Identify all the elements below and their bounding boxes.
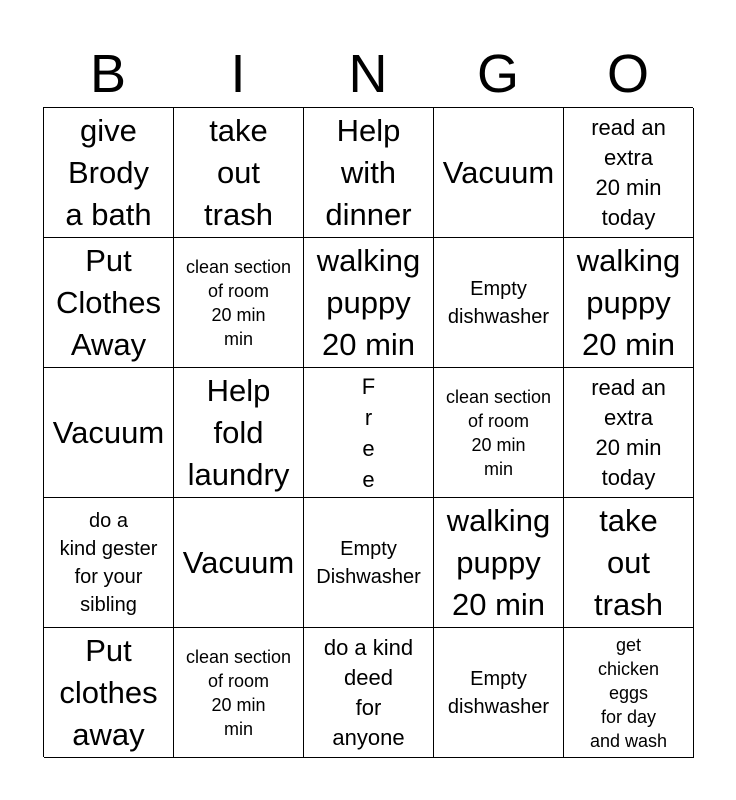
header-letter-o: O bbox=[606, 44, 649, 104]
header-letter-g: G bbox=[476, 44, 519, 104]
bingo-cell-r5c4: Empty dishwasher bbox=[434, 628, 564, 758]
bingo-cell-r1c5: read an extra 20 min today bbox=[564, 108, 694, 238]
bingo-cell-free: F r e e bbox=[304, 368, 434, 498]
bingo-cell-r3c1: Vacuum bbox=[44, 368, 174, 498]
header-letter-i: I bbox=[230, 44, 246, 104]
bingo-cell-r1c2: take out trash bbox=[174, 108, 304, 238]
bingo-cell-r2c3: walking puppy 20 min bbox=[304, 238, 434, 368]
bingo-cell-r5c5: get chicken eggs for day and wash bbox=[564, 628, 694, 758]
header-letter-b: B bbox=[89, 44, 127, 104]
bingo-cell-r2c1: Put Clothes Away bbox=[44, 238, 174, 368]
bingo-cell-r5c2: clean section of room 20 min min bbox=[174, 628, 304, 758]
header-letter-n: N bbox=[348, 44, 388, 104]
bingo-cell-r4c3: Empty Dishwasher bbox=[304, 498, 434, 628]
bingo-cell-r2c2: clean section of room 20 min min bbox=[174, 238, 304, 368]
bingo-cell-r2c4: Empty dishwasher bbox=[434, 238, 564, 368]
bingo-cell-r4c2: Vacuum bbox=[174, 498, 304, 628]
bingo-cell-r1c1: give Brody a bath bbox=[44, 108, 174, 238]
bingo-cell-r5c3: do a kind deed for anyone bbox=[304, 628, 434, 758]
bingo-cell-r1c4: Vacuum bbox=[434, 108, 564, 238]
bingo-cell-r1c3: Help with dinner bbox=[304, 108, 434, 238]
bingo-cell-r2c5: walking puppy 20 min bbox=[564, 238, 694, 368]
bingo-cell-r3c4: clean section of room 20 min min bbox=[434, 368, 564, 498]
bingo-header bbox=[43, 42, 693, 106]
bingo-cell-r4c4: walking puppy 20 min bbox=[434, 498, 564, 628]
bingo-cell-r3c5: read an extra 20 min today bbox=[564, 368, 694, 498]
bingo-cell-r4c1: do a kind gester for your sibling bbox=[44, 498, 174, 628]
bingo-cell-r3c2: Help fold laundry bbox=[174, 368, 304, 498]
bingo-cell-r4c5: take out trash bbox=[564, 498, 694, 628]
bingo-card-grid bbox=[43, 107, 693, 757]
bingo-cell-r5c1: Put clothes away bbox=[44, 628, 174, 758]
